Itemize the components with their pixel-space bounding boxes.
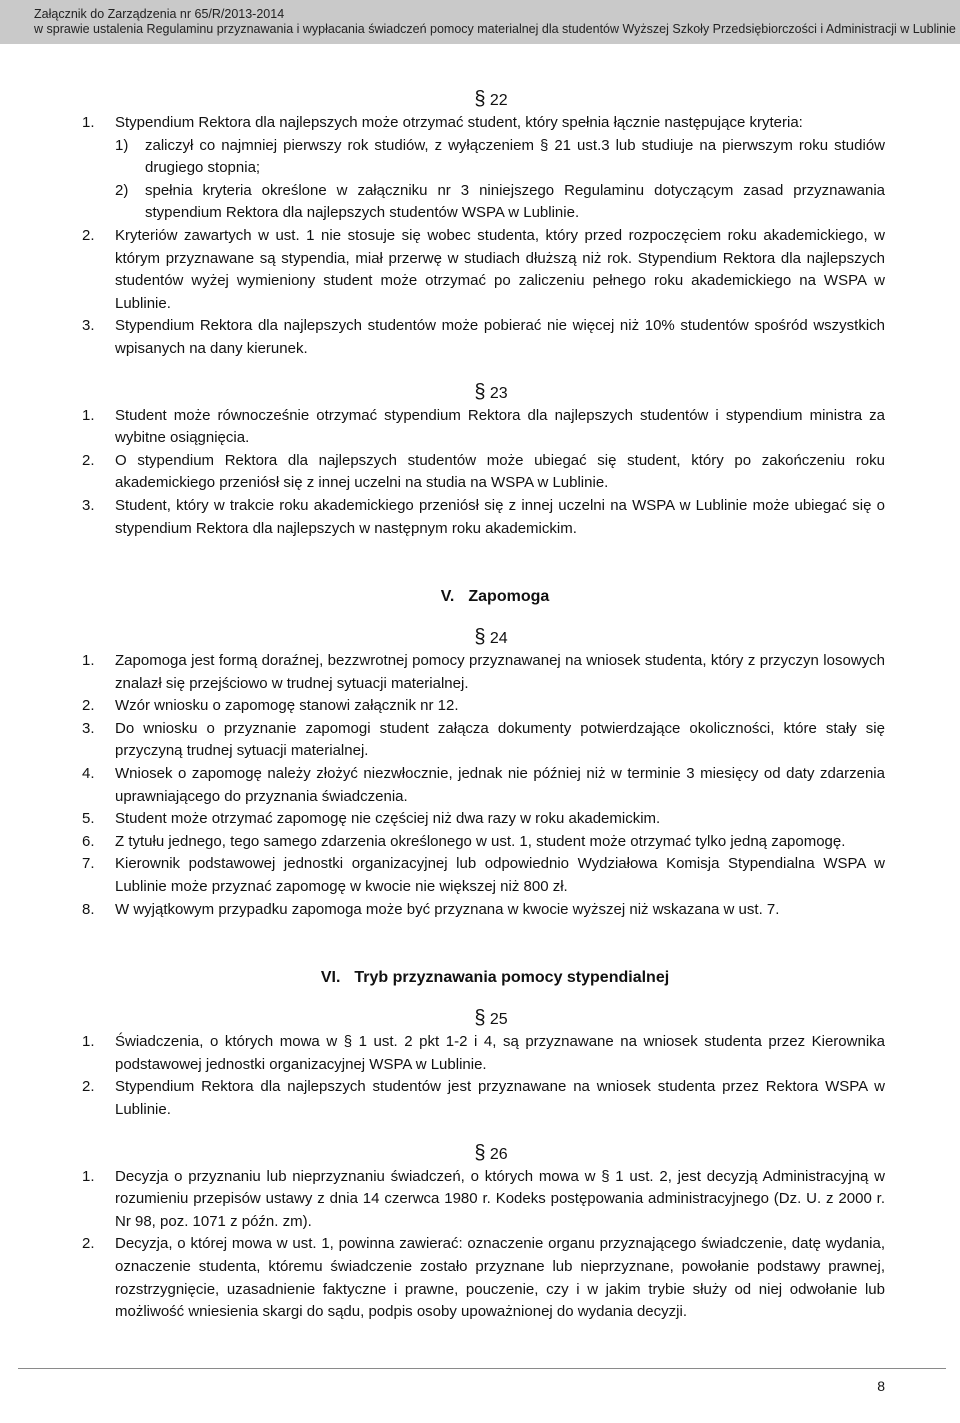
paragraph: 2. O stypendium Rektora dla najlepszych studentów może ubiegać się student, który po zakończeniu roku akademickiego przeniósł się z innej uczelni na studia na WSPA w Lublinie. [82,451,885,492]
header-line-1: Załącznik do Zarządzenia nr 65/R/2013-2014 [34,7,285,21]
paragraph: 8. W wyjątkowym przypadku zapomoga może być przyznana w kwocie wyższej niż wskazana w ust. 7. [82,900,780,918]
paragraph: 1. Student może równocześnie otrzymać stypendium Rektora dla najlepszych studentów i stypendium ministra za wybitne osiągnięcia. [82,406,885,447]
section-heading-25: § 25 [474,1007,508,1030]
section-heading-23: § 23 [474,380,508,403]
paragraph: 3. Stypendium Rektora dla najlepszych studentów może pobierać nie więcej niż 10% studentów spośród wszystkich wpisanych na dany kierunek. [82,317,885,357]
paragraph: 2. Wzór wniosku o zapomogę stanowi załącznik nr 12. [82,697,459,715]
paragraph: 2. Kryteriów zawartych w ust. 1 nie stosuje się wobec studenta, który przed rozpoczęciem roku akademickiego, w którym przyznawane są stypendia, miał przerwę w studiach dłuższą niż rok. Stypendium Rektora dla najlepszych studentów wyżej wymieniony student może otrzymać po zaliczeniu pełnego roku akademickiego na WSPA w Lublinie. [82,226,885,312]
sub-paragraph: 1) zaliczył co najmniej pierwszy rok studiów, z wyłączeniem § 21 ust.3 lub studiuje na pierwszym roku studiów drugiego stopnia; [115,136,885,177]
paragraph: 1. Świadczenia, o których mowa w § 1 ust. 2 pkt 1-2 i 4, są przyznawane na wniosek studenta przez Kierownika podstawowej jednostki organizacyjnej WSPA w Lublinie. [82,1033,885,1073]
paragraph: 7. Kierownik podstawowej jednostki organizacyjnej lub odpowiednio Wydziałowa Komisja Stypendialna WSPA w Lublinie może przyznać zapomogę w kwocie nie większej niż 800 zł. [82,855,885,896]
document-body [0,44,960,1324]
sub-paragraph: 2) spełnia kryteria określone w załączniku nr 3 niniejszego Regulaminu dotyczącym zasad przyznawania stypendium Rektora dla najlepszych studentów WSPA w Lublinie. [115,181,885,222]
paragraph: 5. Student może otrzymać zapomogę nie częściej niż dwa razy w roku akademickim. [82,810,661,828]
paragraph: 1. Decyzja o przyznaniu lub nieprzyznaniu świadczeń, o których mowa w § 1 ust. 2, jest decyzją Administracyjną w rozumieniu przepisów ustawy z dnia 14 czerwca 1980 r. Kodeks postępowania administracyjnego (Dz. U. z 2000 r. Nr 98, poz. 1071 z późn. zm). [82,1167,885,1230]
section-heading-22: § 22 [474,88,508,110]
footer-divider [18,1368,946,1369]
paragraph: 2. Decyzja, o której mowa w ust. 1, powinna zawierać: oznaczenie organu przyznającego świadczenie, datę wydania, oznaczenie studenta, któremu świadczenie zostało przyznane lub nieprzyznane, powołanie podstawy prawnej, rozstrzygnięcie, uzasadnienie faktyczne i prawne, pouczenie, czy i w jakim trybie służy od niej odwołanie lub możliwość wniesienia skargi do sądu, podpis osoby upoważnionej do wydania decyzji. [82,1235,885,1321]
section-heading-24: § 24 [474,626,508,649]
paragraph: 2. Stypendium Rektora dla najlepszych studentów jest przyznawane na wniosek studenta przez Rektora WSPA w Lublinie. [82,1078,885,1118]
document-header [0,0,960,44]
paragraph: 3. Do wniosku o przyznanie zapomogi student załącza dokumenty potwierdzające okoliczności, które stały się przyczyną trudnej sytuacji materialnej. [82,719,885,760]
paragraph: 6. Z tytułu jednego, tego samego zdarzenia określonego w ust. 1, student może otrzymać tylko jedną zapomogę. [82,832,846,850]
section-heading-26: § 26 [474,1141,508,1164]
paragraph: 1. Stypendium Rektora dla najlepszych może otrzymać student, który spełnia łącznie następujące kryteria: [82,114,803,131]
chapter-heading-6: VI. Tryb przyznawania pomocy stypendialnej [320,969,670,987]
paragraph: 3. Student, który w trakcie roku akademickiego przeniósł się z innej uczelni na WSPA w Lublinie może ubiegać się o stypendium Rektora dla najlepszych w następnym roku akademickim. [82,496,885,537]
header-line-2: w sprawie ustalenia Regulaminu przyznawania i wypłacania świadczeń pomocy materialnej dla studentów Wyższej Szkoły Przedsiębiorczości i Administracji w Lublinie [34,22,956,36]
page-number: 8 [877,1378,885,1394]
paragraph: 1. Zapomoga jest formą doraźnej, bezzwrotnej pomocy przyznawanej na wniosek studenta, który z przyczyn losowych znalazł się przejściowo w trudnej sytuacji materialnej. [82,652,885,692]
page-footer [0,1368,960,1423]
paragraph: 4. Wniosek o zapomogę należy złożyć niezwłocznie, jednak nie później niż w terminie 3 miesięcy od daty zdarzenia uprawniającego do przyznania świadczenia. [82,765,885,805]
chapter-heading-5: V. Zapomoga [440,588,550,606]
